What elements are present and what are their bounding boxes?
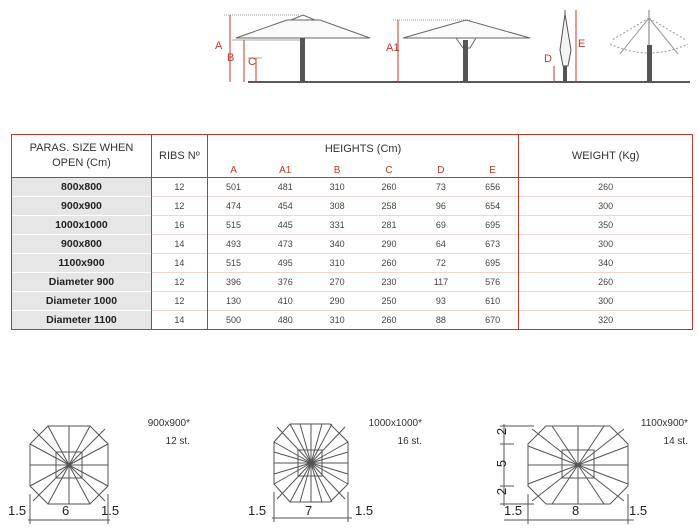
height-cell: 695 [467, 254, 519, 273]
height-cell: 260 [363, 254, 415, 273]
weight-cell: 320 [519, 311, 693, 330]
ribs-cell: 14 [151, 254, 207, 273]
height-cell: 445 [259, 216, 311, 235]
height-cell: 96 [415, 197, 467, 216]
col-header-heights: HEIGHTS (Cm) [207, 135, 518, 164]
plan-ribs: 12 st. [165, 436, 190, 447]
col-header-ribs: RIBS Nº [151, 135, 207, 178]
height-cell: 410 [259, 292, 311, 311]
height-cell: 290 [363, 235, 415, 254]
table-row [12, 311, 693, 330]
label-a: A [215, 40, 223, 52]
plan-dim: 1.5 [629, 503, 648, 518]
ribs-cell: 12 [151, 292, 207, 311]
height-cell: 281 [363, 216, 415, 235]
height-cell: 454 [259, 197, 311, 216]
height-cell: 695 [467, 216, 519, 235]
height-cell: 340 [311, 235, 363, 254]
plan-ribs: 16 st. [397, 436, 422, 447]
size-cell: Diameter 900 [12, 273, 152, 292]
ribs-cell: 14 [151, 235, 207, 254]
height-cell: 331 [311, 216, 363, 235]
height-cell: 310 [329, 182, 345, 192]
height-cell: 501 [207, 178, 259, 197]
height-cell: 515 [207, 216, 259, 235]
label-c: C [248, 56, 256, 68]
size-cell: Diameter 1100 [12, 311, 152, 330]
plan-side-dim: 5 [494, 459, 510, 468]
weight-cell: 350 [519, 216, 693, 235]
height-cell: 230 [363, 273, 415, 292]
ribs-cell: 12 [151, 178, 207, 197]
plan-title: 1100x900* [640, 418, 688, 429]
plan-dim: 6 [62, 503, 70, 518]
height-cell: 500 [207, 311, 259, 330]
height-cell: 130 [207, 292, 259, 311]
height-cell: 673 [467, 235, 519, 254]
height-cell: 93 [415, 292, 467, 311]
size-cell: 900x800 [12, 235, 152, 254]
size-cell: 800x800 [12, 178, 152, 197]
plan-title: 900x900* [147, 418, 190, 429]
height-cell: 515 [207, 254, 259, 273]
height-cell: 308 [311, 197, 363, 216]
weight-cell: 300 [519, 235, 693, 254]
plan-dim: 1.5 [355, 503, 374, 518]
plan-dim: 7 [305, 503, 313, 518]
col-header-height-5: E [467, 163, 519, 178]
plan-side-dim: 2 [494, 427, 510, 436]
height-cell: 576 [467, 273, 519, 292]
height-cell: 72 [415, 254, 467, 273]
height-cell: 493 [207, 235, 259, 254]
height-cell: 250 [363, 292, 415, 311]
ribs-cell: 12 [151, 197, 207, 216]
elevation-drawing [0, 0, 699, 92]
col-header-height-0: A [207, 163, 259, 178]
height-cell: 654 [467, 197, 519, 216]
col-header-height-3: C [363, 163, 415, 178]
label-a1: A1 [386, 42, 400, 54]
plan-ribs: 14 st. [663, 436, 688, 447]
height-cell: 610 [467, 292, 519, 311]
ribs-cell: 16 [151, 216, 207, 235]
height-cell: 290 [311, 292, 363, 311]
plan-dim: 1.5 [8, 503, 27, 518]
table-row [12, 292, 693, 311]
height-cell: 88 [415, 311, 467, 330]
height-cell: 64 [415, 235, 467, 254]
height-cell: 117 [415, 273, 467, 292]
height-cell: 480 [259, 311, 311, 330]
plan-dim: 8 [572, 503, 580, 518]
table-row [12, 216, 693, 235]
size-cell: 1100x900 [12, 254, 152, 273]
table-row [12, 178, 693, 197]
height-cell: 481 [277, 182, 293, 192]
height-cell: 396 [207, 273, 259, 292]
height-cell: 270 [311, 273, 363, 292]
plan-dim: 1.5 [504, 503, 523, 518]
height-cell: 310 [311, 254, 363, 273]
height-cell: 69 [415, 216, 467, 235]
col-header-height-4: D [415, 163, 467, 178]
height-cell: 260 [381, 182, 397, 192]
weight-cell: 300 [519, 292, 693, 311]
col-header-height-2: B [311, 163, 363, 178]
ribs-cell: 14 [151, 311, 207, 330]
height-cell: 73 [435, 182, 446, 192]
table-row [12, 273, 693, 292]
height-cell: 376 [259, 273, 311, 292]
height-cell: 258 [363, 197, 415, 216]
weight-cell: 340 [519, 254, 693, 273]
size-cell: 1000x1000 [12, 216, 152, 235]
plan-dim: 1.5 [248, 503, 267, 518]
plan-dim: 1.5 [101, 503, 120, 518]
height-cell: 260 [363, 311, 415, 330]
table-body [12, 178, 693, 330]
size-cell: 900x900 [12, 197, 152, 216]
plan-title: 1000x1000* [368, 418, 422, 429]
weight-cell: 300 [519, 197, 693, 216]
weight-cell: 260 [519, 178, 693, 197]
plan-side-dim: 2 [494, 487, 510, 496]
height-cell: 495 [259, 254, 311, 273]
height-cell: 670 [467, 311, 519, 330]
size-cell: Diameter 1000 [12, 292, 152, 311]
weight-cell: 260 [519, 273, 693, 292]
table-row [12, 254, 693, 273]
height-cell: 474 [207, 197, 259, 216]
col-header-size: PARAS. SIZE WHEN OPEN (Cm) [12, 135, 152, 178]
spec-table [11, 134, 693, 330]
table-row [12, 235, 693, 254]
label-b: B [227, 52, 235, 64]
height-cell: 656 [467, 178, 519, 197]
height-cell: 473 [259, 235, 311, 254]
table-row [12, 197, 693, 216]
col-header-weight: WEIGHT (Kg) [519, 135, 693, 178]
col-header-height-1: A1 [259, 163, 311, 178]
ribs-cell: 12 [151, 273, 207, 292]
height-cell: 310 [311, 311, 363, 330]
label-d: D [544, 53, 552, 65]
label-e: E [578, 38, 586, 50]
